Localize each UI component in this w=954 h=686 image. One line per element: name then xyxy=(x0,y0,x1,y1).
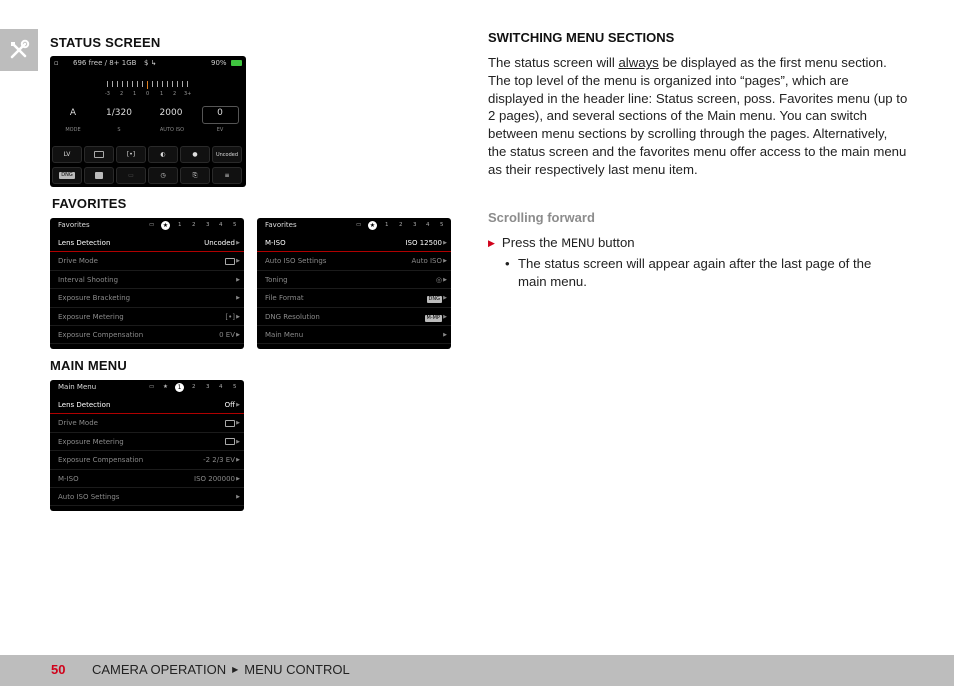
toning-icon: ◐ xyxy=(160,151,166,158)
menu-title: Favorites xyxy=(265,221,297,229)
arrow-right-icon: ▶ xyxy=(236,420,240,427)
instruction-step: ▶ Press the MENU button xyxy=(488,235,635,250)
body-paragraph: The status screen will always be displayed as the first menu section. The top level of the menu is organized into “pages”, which are displayed in the header line: Status screen, poss. Favorites menu (up to 2 pages), and several sections of the Main menu. You can switch between menu sections by scrolling through the pages. Alternatively, the status screen and the favorites menu offer access to the main menu as their respectively last menu item. xyxy=(488,55,908,177)
mode-label: MODE xyxy=(65,127,81,133)
menu-header xyxy=(50,218,244,233)
menu-row[interactable]: Exposure Bracketing ▶ xyxy=(50,289,244,307)
scale-label: 3+ xyxy=(184,91,192,97)
arrow-right-icon: ▶ xyxy=(236,493,240,500)
main-menu-button[interactable] xyxy=(212,167,242,184)
menu-row[interactable]: File Format DNG ▶ xyxy=(257,289,451,307)
timer-button[interactable] xyxy=(148,167,178,184)
metering-icon: [•] xyxy=(126,151,136,158)
arrow-right-icon: ▶ xyxy=(236,295,240,302)
menu-row[interactable]: DNG Resolution M-MP ▶ xyxy=(257,308,451,326)
page-number: 4 xyxy=(219,384,223,390)
menu-row[interactable]: Auto ISO Settings Auto ISO ▶ xyxy=(257,252,451,270)
favorites-screen-1 xyxy=(50,218,244,349)
bullet-icon: • xyxy=(505,256,510,271)
storage-info: 696 free / 8+ 1GB xyxy=(73,59,137,67)
hamburger-icon: ≡ xyxy=(224,172,230,179)
person-icon: ● xyxy=(192,151,198,158)
menu-header xyxy=(50,380,244,395)
arrow-right-icon: ▶ xyxy=(236,313,240,320)
page-number: 2 xyxy=(192,384,196,390)
section-tab xyxy=(0,29,38,71)
scale-label: 2 xyxy=(173,91,177,97)
exposure-values xyxy=(50,105,246,137)
scale-label: 1 xyxy=(133,91,137,97)
resolution-icon xyxy=(95,172,104,179)
menu-row[interactable]: Auto ISO Settings ▶ xyxy=(50,488,244,506)
dng-resolution-button[interactable] xyxy=(116,167,146,184)
shutter-value: 1/320 xyxy=(106,108,132,118)
quick-buttons xyxy=(50,144,246,187)
metering-icon: [•] xyxy=(225,312,235,321)
exposure-preview-button[interactable] xyxy=(180,167,210,184)
iso-value: 2000 xyxy=(159,108,183,118)
flash-info: $ ↳ xyxy=(144,59,157,67)
single-frame-icon xyxy=(94,151,104,158)
main-menu-screen xyxy=(50,380,244,511)
user-profile-button[interactable] xyxy=(180,146,210,163)
ev-value: 0 xyxy=(217,108,223,118)
arrow-right-icon: ▶ xyxy=(236,438,240,445)
arrow-right-icon: ▶ xyxy=(443,258,447,265)
page-number: 5 xyxy=(233,384,237,390)
status-page-icon: ▭ xyxy=(149,222,155,228)
menu-row[interactable]: M-ISO ISO 200000 ▶ xyxy=(50,470,244,488)
step-triangle-icon: ▶ xyxy=(488,238,495,248)
metering-icon xyxy=(225,438,235,445)
status-screen-heading: STATUS SCREEN xyxy=(50,35,161,50)
resolution-button[interactable] xyxy=(84,167,114,184)
page-number: 5 xyxy=(440,222,444,228)
toning-button[interactable] xyxy=(148,146,178,163)
page-number: 1 xyxy=(178,222,182,228)
exposure-scale xyxy=(105,81,191,101)
menu-row[interactable]: Lens Detection Uncoded ▶ xyxy=(50,234,244,252)
menu-row[interactable]: Interval Shooting ▶ xyxy=(50,271,244,289)
favorites-star-icon: ★ xyxy=(369,222,376,229)
ev-label: EV xyxy=(216,127,224,133)
favorites-screen-2 xyxy=(257,218,451,349)
file-format-button[interactable]: DNG xyxy=(52,167,82,184)
lens-detection-button[interactable]: Uncoded xyxy=(212,146,242,163)
liveview-button[interactable]: LV xyxy=(52,146,82,163)
page-number: 3 xyxy=(206,384,210,390)
card-icon: ▫ xyxy=(54,59,59,67)
main-menu-heading: MAIN MENU xyxy=(50,358,127,373)
menu-row[interactable]: Drive Mode ▶ xyxy=(50,414,244,432)
status-page-icon: ▭ xyxy=(356,222,362,228)
page-number: 4 xyxy=(219,222,223,228)
drive-mode-button[interactable] xyxy=(84,146,114,163)
page-number: 50 xyxy=(51,662,66,677)
arrow-right-icon: ▶ xyxy=(236,457,240,464)
continuous-frame-icon xyxy=(225,420,235,427)
selected-page: 1 xyxy=(175,383,184,392)
toning-icon: ◎ xyxy=(435,275,442,284)
menu-row[interactable]: Toning ◎ ▶ xyxy=(257,271,451,289)
arrow-right-icon: ▶ xyxy=(443,295,447,302)
battery-level: 90% xyxy=(211,59,227,67)
arrow-right-icon: ▶ xyxy=(236,331,240,338)
menu-row[interactable]: Lens Detection Off ▶ xyxy=(50,396,244,414)
menu-title: Favorites xyxy=(58,221,90,229)
metering-button[interactable] xyxy=(116,146,146,163)
arrow-right-icon: ▶ xyxy=(443,276,447,283)
arrow-right-icon: ▶ xyxy=(236,475,240,482)
emphasis-always: always xyxy=(618,55,659,70)
arrow-right-icon: ▶ xyxy=(443,240,447,246)
mode-value: A xyxy=(69,108,77,118)
arrow-right-icon: ▶ xyxy=(236,258,240,265)
arrow-right-icon: ▶ xyxy=(236,240,240,246)
timer-icon: ◷ xyxy=(160,172,166,179)
iso-label: AUTO ISO xyxy=(159,127,185,133)
result-bullet: • The status screen will appear again after the last page of the main menu. xyxy=(505,256,872,289)
arrow-right-icon: ▶ xyxy=(443,313,447,320)
menu-header xyxy=(257,218,451,233)
favorites-star-icon: ★ xyxy=(163,384,168,390)
menu-row[interactable]: Drive Mode ▶ xyxy=(50,252,244,270)
scale-label: 2 xyxy=(120,91,124,97)
shutter-label: S xyxy=(117,127,121,133)
status-top-bar xyxy=(50,56,246,70)
scale-label: 0 xyxy=(146,91,150,97)
scale-label: -3 xyxy=(105,91,110,97)
battery-icon xyxy=(231,60,242,66)
page-number: 3 xyxy=(206,222,210,228)
page-number: 5 xyxy=(233,222,237,228)
subheading: Scrolling forward xyxy=(488,210,595,225)
menu-row[interactable]: Exposure Compensation -2 2/3 EV ▶ xyxy=(50,451,244,469)
menu-row[interactable]: Exposure Compensation 0 EV ▶ xyxy=(50,326,244,344)
page-number: 2 xyxy=(192,222,196,228)
single-frame-icon xyxy=(225,258,235,265)
jpg-icon: ▭ xyxy=(128,172,134,179)
arrow-right-icon: ▶ xyxy=(236,276,240,283)
favorites-heading: FAVORITES xyxy=(52,196,127,211)
page-number: 2 xyxy=(399,222,403,228)
menu-row[interactable]: Exposure Metering [•] ▶ xyxy=(50,308,244,326)
breadcrumb: CAMERA OPERATION ▶ MENU CONTROL xyxy=(92,662,350,677)
page-footer xyxy=(0,655,954,686)
arrow-right-icon: ▶ xyxy=(236,402,240,408)
section-heading: SWITCHING MENU SECTIONS xyxy=(488,30,675,45)
status-screen-image xyxy=(50,56,246,187)
favorites-star-icon: ★ xyxy=(162,222,169,229)
page-number: 4 xyxy=(426,222,430,228)
exposure-preview-icon: ⎘ xyxy=(192,171,198,179)
status-page-icon: ▭ xyxy=(149,384,155,390)
menu-row[interactable]: Exposure Metering ▶ xyxy=(50,433,244,451)
page-number: 1 xyxy=(385,222,389,228)
menu-key-label: MENU xyxy=(561,236,595,250)
menu-row[interactable]: M-ISO ISO 12500 ▶ xyxy=(257,234,451,252)
menu-title: Main Menu xyxy=(58,383,97,391)
breadcrumb-separator-icon: ▶ xyxy=(232,665,239,674)
arrow-right-icon: ▶ xyxy=(443,331,447,338)
page-number: 3 xyxy=(413,222,417,228)
tools-icon xyxy=(8,39,30,61)
menu-row[interactable]: Main Menu ▶ xyxy=(257,326,451,344)
scale-label: 1 xyxy=(160,91,164,97)
